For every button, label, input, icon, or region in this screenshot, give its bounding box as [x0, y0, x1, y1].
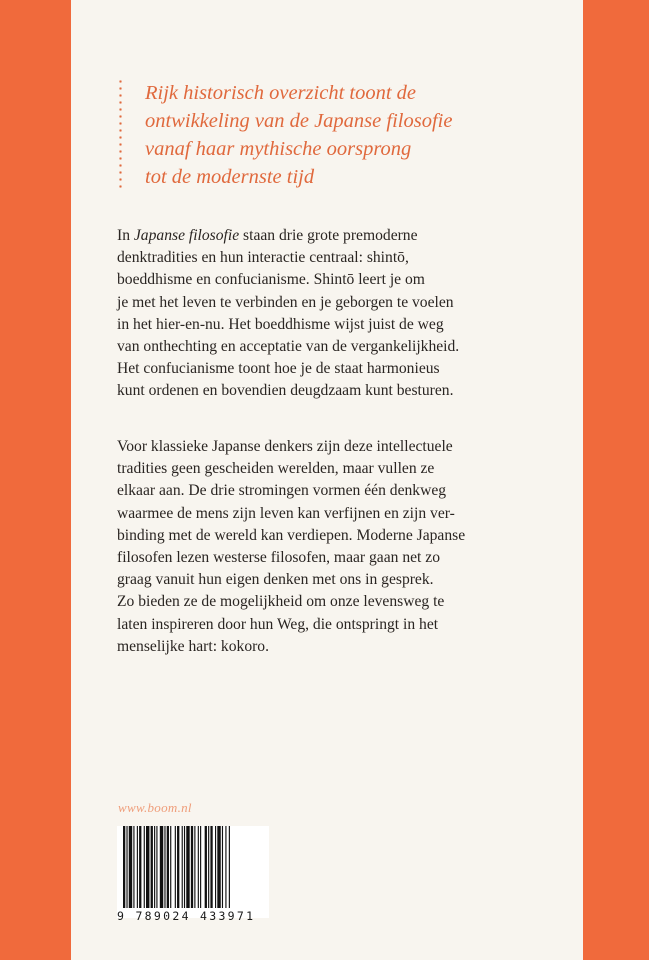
pull-quote — [145, 79, 565, 191]
barcode-bar — [177, 826, 179, 908]
paragraph-line: je met het leven te verbinden en je geborgen te voelen — [117, 293, 454, 311]
quote-line: vanaf haar mythische oorsprong — [145, 138, 412, 160]
barcode-bar — [133, 826, 134, 908]
barcode-bar — [191, 826, 193, 908]
barcode-bar — [144, 826, 145, 908]
barcode-bar — [186, 826, 189, 908]
barcode-bar — [182, 826, 183, 908]
barcode-bar — [167, 826, 169, 908]
paragraph-line: binding met de wereld kan verdiepen. Moderne Japanse — [117, 526, 466, 544]
barcode-bar — [151, 826, 153, 908]
barcode-bar — [126, 826, 127, 908]
barcode-bar — [210, 826, 212, 908]
barcode-bar — [146, 826, 149, 908]
isbn-barcode — [117, 826, 269, 923]
paragraph-line: waarmee de mens zijn leven kan verfijnen en zijn ver- — [117, 504, 455, 522]
barcode-bar — [200, 826, 201, 908]
paragraph-line: In Japanse filosofie staan drie grote premoderne — [117, 227, 418, 244]
barcode-bar — [229, 826, 230, 908]
barcode-bar — [184, 826, 185, 908]
barcode-bar — [175, 826, 176, 908]
barcode-bar — [137, 826, 138, 908]
paragraph-second — [117, 436, 577, 658]
paragraph-line: Het confucianisme toont hoe je de staat harmonieus — [117, 360, 440, 378]
paragraph-line: filosofen lezen westerse filosofen, maar gaan net zo — [117, 549, 440, 567]
back-cover-panel — [71, 0, 583, 960]
barcode-bar — [198, 826, 199, 908]
barcode-bar — [154, 826, 155, 908]
book-title: Japanse filosofie — [133, 227, 240, 244]
isbn-number: 9 789024 433971 — [117, 909, 256, 923]
barcode-bar — [139, 826, 141, 908]
paragraph-line: graag vanuit hun eigen denken met ons in gesprek. — [117, 571, 434, 589]
quote-line: tot de modernste tijd — [145, 166, 315, 188]
barcode-bar — [194, 826, 195, 908]
paragraph-intro — [117, 225, 577, 403]
barcode-bar — [170, 826, 171, 908]
paragraph-line: menselijke hart: kokoro. — [117, 637, 270, 655]
paragraph-line: van onthechting en acceptatie van de vergankelijkheid. — [117, 338, 460, 356]
barcode-bar — [123, 826, 125, 908]
quote-line: ontwikkeling van de Japanse filosofie — [145, 110, 453, 132]
dotted-rule — [119, 78, 122, 190]
barcode-bar — [129, 826, 132, 908]
barcode-bar — [160, 826, 163, 908]
barcode-bar — [208, 826, 209, 908]
paragraph-line: in het hier-en-nu. Het boeddhisme wijst juist de weg — [117, 315, 444, 333]
barcode-bar — [225, 826, 226, 908]
paragraph-line: Zo bieden ze de mogelijkheid om onze levensweg te — [117, 593, 445, 611]
paragraph-line: Voor klassieke Japanse denkers zijn deze intellectuele — [117, 438, 453, 455]
paragraph-line: laten inspireren door hun Weg, die ontspringt in het — [117, 615, 439, 633]
barcode-bars — [117, 826, 269, 908]
barcode-bar — [217, 826, 220, 908]
paragraph-line: denktradities en hun interactie centraal: shintō, — [117, 249, 409, 267]
barcode-bar — [164, 826, 165, 908]
barcode-bar — [156, 826, 157, 908]
paragraph-line: kunt ordenen en bovendien deugdzaam kunt besturen. — [117, 382, 454, 400]
paragraph-line: tradities geen gescheiden werelden, maar vullen ze — [117, 460, 435, 478]
paragraph-line: elkaar aan. De drie stromingen vormen één denkweg — [117, 482, 447, 500]
barcode-bar — [205, 826, 207, 908]
paragraph-line: boeddhisme en confucianisme. Shintō leert je om — [117, 271, 425, 289]
publisher-url[interactable]: www.boom.nl — [118, 800, 192, 815]
quote-line: Rijk historisch overzicht toont de — [145, 82, 417, 104]
barcode-bar — [215, 826, 216, 908]
barcode-bar — [222, 826, 223, 908]
